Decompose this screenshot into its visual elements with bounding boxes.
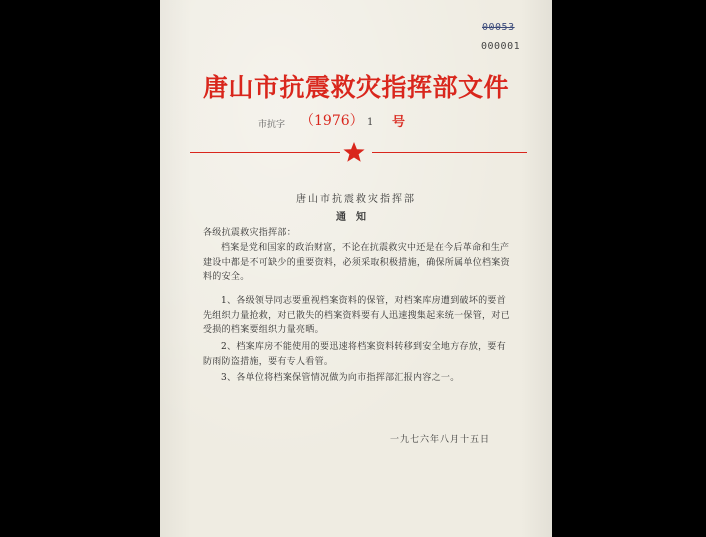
paragraph-intro: 档案是党和国家的政治财富，不论在抗震救灾中还是在今后革命和生产建设中都是不可缺少的重要资料，必须采取积极措施，确保所属单位档案资料的安全。 [203,243,510,282]
serial-number: 000001 [481,41,521,52]
red-rule-left [190,152,340,153]
issuer-name: 唐山市抗震救灾指挥部 [296,194,416,205]
paragraph-item-3: 3、各单位将档案保管情况做为向市指挥部汇报内容之一。 [221,373,460,383]
paragraph-item-2: 2、档案库房不能使用的要迅速将档案资料转移到安全地方存放，要有防雨防盗措施，要有专人看管。 [203,342,507,367]
doc-number-year: （1976） [300,113,364,129]
struck-serial-number: 00053 [482,22,515,33]
red-rule-right [372,152,527,153]
document-header-title: 唐山市抗震救灾指挥部文件 [202,73,509,102]
document-date: 一九七六年八月十五日 [390,435,491,445]
doc-number-value: 1 [367,117,374,128]
paragraph-item-1: 1、各级领导同志要重视档案资料的保管，对档案库房遭到破坏的要首先组织力量抢救，对已散失的档案资料要有人迅速搜集起来统一保管，对已受损的档案要组织力量亮晒。 [203,296,510,335]
salutation: 各级抗震救灾指挥部： [203,228,297,238]
red-star-icon [342,141,366,163]
doc-number-prefix: 市抗字 [258,120,286,130]
doc-number-suffix: 号 [392,115,406,130]
document-type: 通知 [336,212,376,223]
document-page [160,0,552,537]
